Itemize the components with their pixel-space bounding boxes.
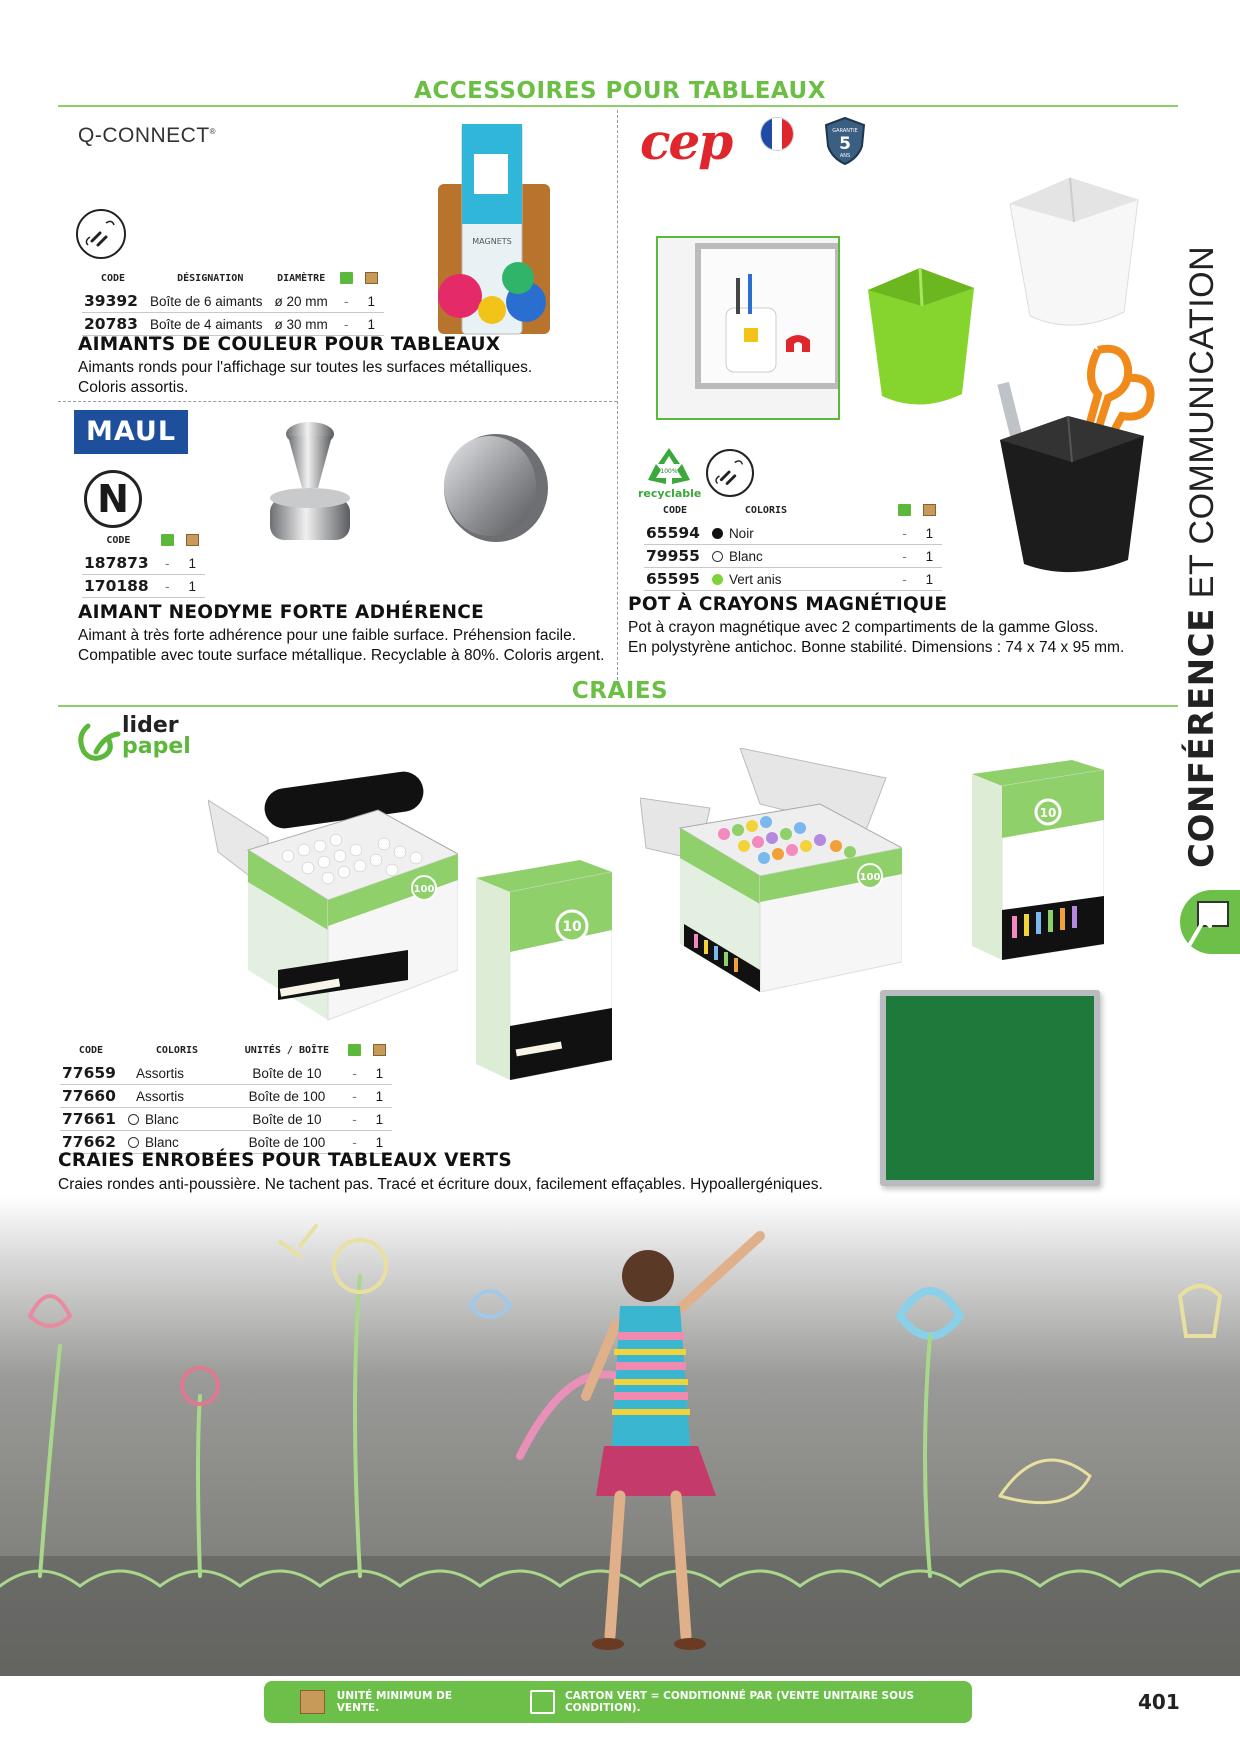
- svg-text:10: 10: [1039, 806, 1057, 820]
- svg-text:100: 100: [859, 872, 881, 883]
- pot-title: POT À CRAYONS MAGNÉTIQUE: [628, 594, 948, 615]
- aimants-desc-2: Coloris assortis.: [78, 379, 189, 396]
- dot-vert-icon: [712, 574, 723, 585]
- aimants-desc-1: Aimants ronds pour l'affichage sur toutes les surfaces métalliques.: [78, 359, 533, 376]
- whiteboard-inset-image: [656, 236, 840, 420]
- dot-noir-icon: [712, 528, 723, 539]
- side-section-label: CONFÉRENCE ET COMMUNICATION: [1182, 245, 1222, 868]
- col-unites: UNITÉS / BOÎTE: [244, 1044, 330, 1056]
- pot-vert-anis-image: [862, 264, 980, 414]
- table-row: 77659 Assortis Boîte de 10 - 1: [60, 1062, 392, 1085]
- pot-desc-1: Pot à crayon magnétique avec 2 compartiments de la gamme Gloss.: [628, 619, 1099, 636]
- france-flag-icon: [760, 117, 794, 151]
- svg-text:100%: 100%: [660, 468, 678, 475]
- neodyme-title: AIMANT NEODYME FORTE ADHÉRENCE: [78, 602, 485, 623]
- aimants-table: [82, 270, 384, 336]
- section-rule: [58, 105, 1178, 107]
- svg-text:ANS: ANS: [839, 153, 851, 159]
- carton-icon: [180, 532, 205, 552]
- col-diametre: DIAMÈTRE: [277, 272, 326, 284]
- table-row: 20783 Boîte de 4 aimants ø 30 mm - 1: [82, 313, 384, 336]
- carton-vert-icon: [342, 1042, 367, 1062]
- dot-blanc-icon: [128, 1114, 139, 1125]
- section-rule: [58, 705, 1178, 707]
- row-separator: [58, 401, 617, 402]
- table-row: 77661 Blanc Boîte de 10 - 1: [60, 1108, 392, 1131]
- craies-table: [60, 1042, 392, 1154]
- dot-blanc-icon: [128, 1137, 139, 1148]
- magnets-package-image: [428, 124, 558, 344]
- col-code: CODE: [662, 504, 688, 516]
- table-row: 39392 Boîte de 6 aimants ø 20 mm - 1: [82, 290, 384, 313]
- table-row: 170188 - 1: [82, 575, 205, 598]
- neodyme-badge-icon: N: [84, 470, 142, 528]
- aimants-title: AIMANTS DE COULEUR POUR TABLEAUX: [78, 334, 501, 355]
- svg-text:100: 100: [413, 884, 435, 895]
- neodyme-table: [82, 532, 205, 598]
- col-code: CODE: [106, 534, 131, 546]
- col-code: CODE: [78, 1044, 104, 1056]
- recyclable-icon: [638, 446, 700, 502]
- maul-logo: MAUL: [74, 410, 188, 454]
- side-tab-icon: [1180, 890, 1240, 954]
- table-row: 187873 - 1: [82, 552, 205, 575]
- garantie-5-ans-icon: [824, 116, 866, 166]
- craies-title: CRAIES ENROBÉES POUR TABLEAUX VERTS: [58, 1150, 512, 1171]
- neodyme-desc-2: Compatible avec toute surface métallique. Recyclable à 80%. Coloris argent.: [78, 647, 605, 664]
- table-row: 65595 Vert anis - 1: [644, 568, 942, 591]
- push-pin-magnet-image: [262, 418, 358, 548]
- table-row: 77662 Blanc Boîte de 100 - 1: [60, 1131, 392, 1154]
- chalk-box-100-white-image: [208, 770, 458, 1030]
- pot-table: [644, 502, 942, 591]
- pot-noir-image: [988, 342, 1158, 582]
- carton-icon: [917, 502, 942, 522]
- chalk-wall-photo: [0, 1196, 1240, 1676]
- carton-vert-icon: [892, 502, 917, 522]
- section-title-accessoires: ACCESSOIRES POUR TABLEAUX: [414, 78, 826, 104]
- section-title-craies: CRAIES: [571, 678, 669, 704]
- chalk-box-10-white-image: [476, 860, 612, 1080]
- carton-icon: [300, 1690, 325, 1714]
- neodyme-desc-1: Aimant à très forte adhérence pour une faible surface. Préhension facile.: [78, 627, 577, 644]
- chalk-box-100-assorted-image: [640, 748, 902, 992]
- dot-blanc-icon: [712, 551, 723, 562]
- qconnect-logo: Q-CONNECT®: [78, 124, 217, 147]
- carton-vert-icon: [530, 1690, 555, 1714]
- magnetic-icon: [706, 449, 754, 497]
- col-coloris: COLORIS: [744, 504, 788, 516]
- magnetic-icon: [76, 209, 126, 259]
- recyclable-label: recyclable: [638, 487, 702, 500]
- round-magnet-image: [440, 430, 550, 544]
- craies-desc: Craies rondes anti-poussière. Ne tachent pas. Tracé et écriture doux, facilement effaçables. Hypoallergéniques.: [58, 1176, 823, 1193]
- svg-text:10: 10: [562, 919, 582, 935]
- svg-text:GARANTIE: GARANTIE: [832, 128, 858, 134]
- green-chalkboard-image: [880, 990, 1100, 1186]
- carton-icon: [359, 270, 384, 290]
- col-designation: DÉSIGNATION: [177, 272, 244, 284]
- table-row: 65594 Noir - 1: [644, 522, 942, 545]
- carton-icon: [367, 1042, 392, 1062]
- footer-carton-label: CARTON VERT = CONDITIONNÉ PAR (VENTE UNITAIRE SOUS CONDITION).: [564, 1690, 915, 1714]
- carton-vert-icon: [155, 532, 180, 552]
- pot-desc-2: En polystyrène antichoc. Bonne stabilité. Dimensions : 74 x 74 x 95 mm.: [628, 639, 1125, 656]
- footer-unite-label: UNITÉ MINIMUM DE VENTE.: [336, 1690, 453, 1714]
- liderpapel-logo: lider papel: [74, 716, 224, 766]
- pot-blanc-image: [1008, 176, 1140, 336]
- table-row: 79955 Blanc - 1: [644, 545, 942, 568]
- page-number: 401: [1138, 1690, 1180, 1714]
- cep-logo: cep: [640, 112, 732, 171]
- chalk-box-10-assorted-image: [972, 760, 1104, 960]
- col-coloris: COLORIS: [155, 1044, 199, 1056]
- carton-vert-icon: [334, 270, 359, 290]
- col-code: CODE: [100, 272, 126, 284]
- svg-text:5: 5: [839, 134, 851, 154]
- svg-text:MAGNETS: MAGNETS: [472, 237, 512, 246]
- table-row: 77660 Assortis Boîte de 100 - 1: [60, 1085, 392, 1108]
- column-separator: [617, 110, 618, 680]
- footer-legend-bar: [264, 1681, 972, 1723]
